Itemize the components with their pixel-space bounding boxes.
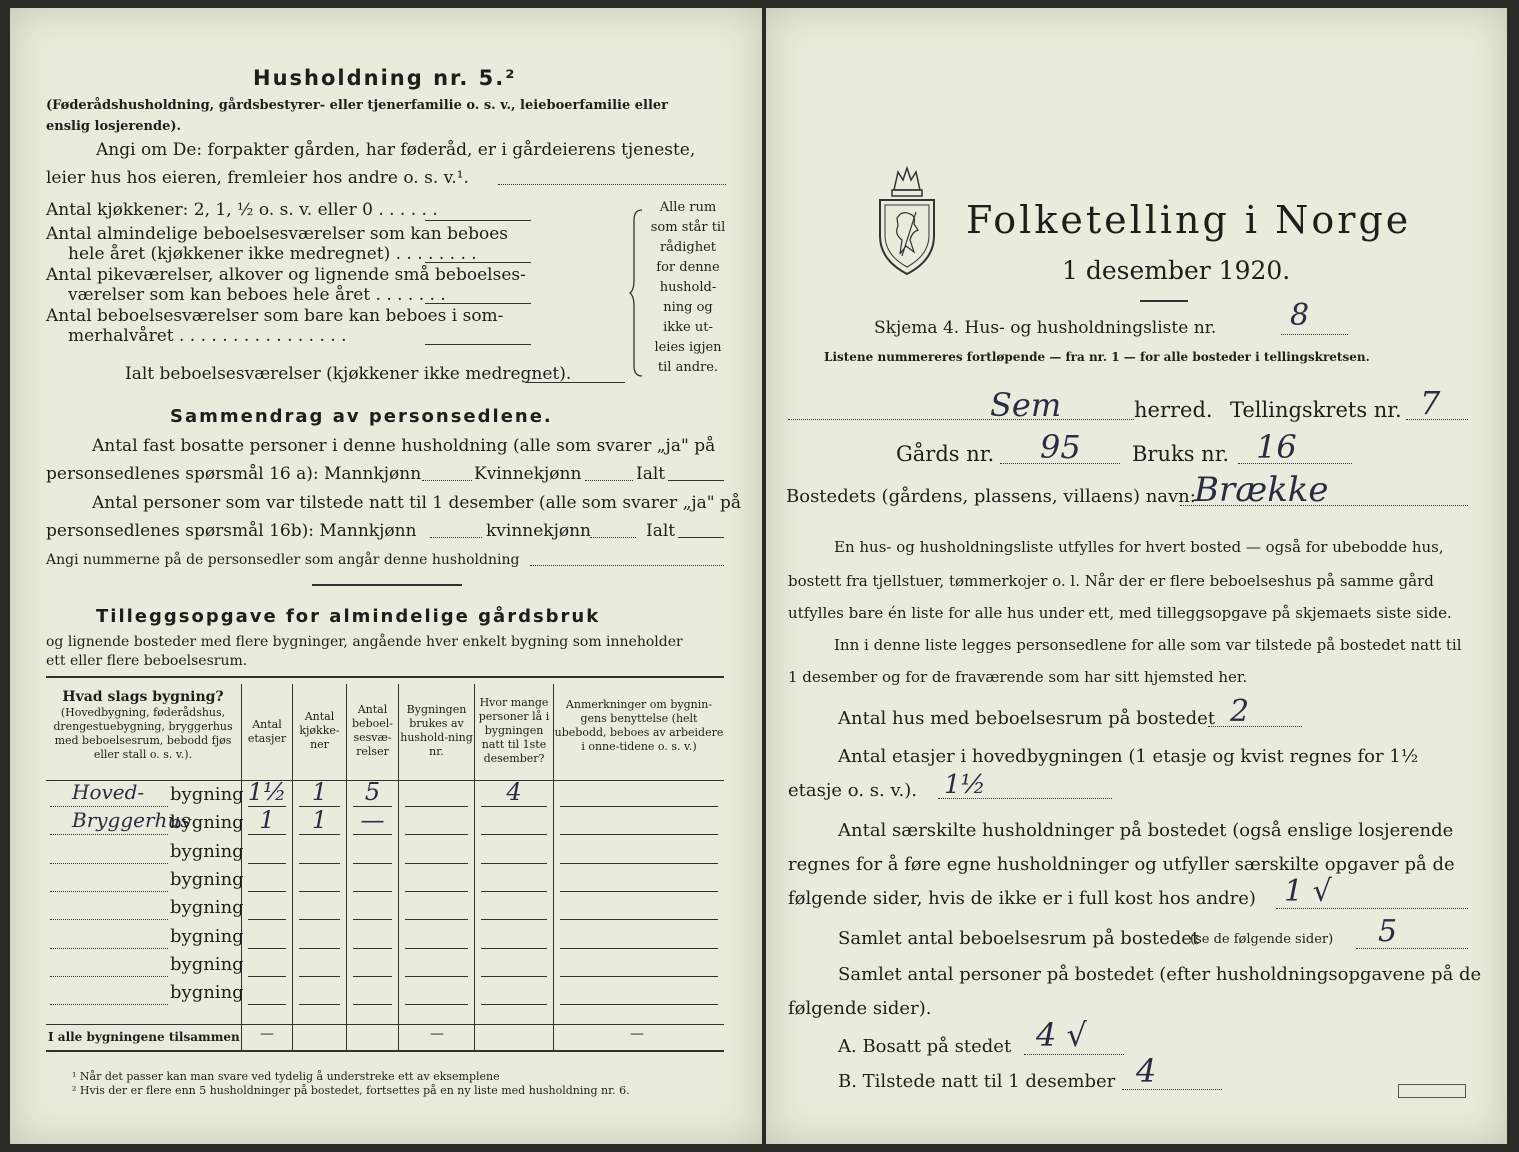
header-floors: Antal etasjer xyxy=(247,718,287,745)
supplement-title: Tilleggsopgave for almindelige gårdsbruk xyxy=(96,606,601,627)
present-label: B. Tilstede natt til 1 desember xyxy=(838,1071,1116,1092)
building-name-line xyxy=(50,806,168,807)
cell-line xyxy=(481,863,547,864)
total-rooms-on-site-value: 5 xyxy=(1378,914,1398,949)
herred-label: herred. xyxy=(1134,398,1213,422)
resident-male-label: personsedlenes spørsmål 16 a): Mannkjønn xyxy=(46,464,422,484)
header-persons: Hvor mange personer lå i bygningen natt til 1ste desember? xyxy=(478,696,550,765)
place-name-value: Brække xyxy=(1194,470,1329,510)
summer-rooms-label: Antal beboelsesværelser som bare kan beboes i som- xyxy=(46,306,504,326)
cell-line xyxy=(299,1004,340,1005)
cell-line xyxy=(248,1004,286,1005)
building-row-label: bygning xyxy=(170,982,244,1004)
houses-label: Antal hus med beboelsesrum på bostedet xyxy=(838,708,1216,729)
cell-line xyxy=(248,976,286,977)
building-name-line xyxy=(50,948,168,949)
maid-rooms-answer-line xyxy=(425,303,531,304)
cell-line xyxy=(353,1004,392,1005)
header-building-type: Hvad slags bygning? (Hovedbygning, føderådshus, drengestuebygning, bryggerhus med beboelsesrum, bebodd fjøs eller stall o. s. v.). xyxy=(53,689,233,761)
district-number: 7 xyxy=(1420,384,1441,422)
cell-rum: 5 xyxy=(364,778,381,806)
info-1-line-3: utfylles bare én liste for alle hus under ett, med tilleggsopgave på skjemaets siste side. xyxy=(788,604,1452,622)
brace-note-line: ikke ut- xyxy=(663,320,713,335)
section-divider xyxy=(312,584,462,586)
cell-line xyxy=(560,976,718,977)
cell-line xyxy=(481,948,547,949)
brace-note-line: som står til xyxy=(650,220,726,235)
building-name-line xyxy=(50,863,168,864)
numbering-note: Listene nummereres fortløpende — fra nr. 1 — for alle bosteder i tellingskretsen. xyxy=(824,350,1370,364)
present-male-label: personsedlenes spørsmål 16b): Mannkjønn xyxy=(46,521,417,541)
building-name-line xyxy=(50,976,168,977)
cell-line xyxy=(560,834,718,835)
supplement-desc-2: ett eller flere beboelsesrum. xyxy=(46,653,248,669)
building-row-label: bygning xyxy=(170,840,244,862)
herred-value: Sem xyxy=(990,386,1062,424)
resident-total-label: Ialt xyxy=(636,464,666,484)
cell-line xyxy=(353,919,392,920)
summary-title: Sammendrag av personsedlene. xyxy=(170,406,553,427)
place-name-label: Bostedets (gårdens, plassens, villaens) navn: xyxy=(786,486,1196,507)
schema-number: 8 xyxy=(1290,298,1310,333)
building-name-line xyxy=(50,919,168,920)
cell-line xyxy=(299,863,340,864)
total-remarks-dash: — xyxy=(630,1026,644,1042)
total-persons-label-2: følgende sider). xyxy=(788,998,932,1019)
farm-no-label: Gårds nr. xyxy=(896,442,995,466)
building-row-label: bygning xyxy=(170,784,244,805)
coat-of-arms-icon xyxy=(872,160,942,280)
cell-line xyxy=(481,1004,547,1005)
cell-line xyxy=(560,891,718,892)
cell-line xyxy=(405,919,468,920)
cell-line xyxy=(299,976,340,977)
household-subtitle: (Føderådshusholdning, gårdsbestyrer- eller tjenerfamilie o. s. v., leieboerfamilie eller xyxy=(46,98,669,113)
supplement-desc-1: og lignende bosteder med flere bygninger, angående hver enkelt bygning som inneholder xyxy=(46,634,683,650)
holding-no-label: Bruks nr. xyxy=(1132,442,1230,466)
cell-line xyxy=(248,919,286,920)
census-date: 1 desember 1920. xyxy=(1062,256,1291,285)
resident-female-line xyxy=(585,480,633,481)
cell-line xyxy=(353,948,392,949)
cell-line xyxy=(560,919,718,920)
footnote-1: ¹ Når det passer kan man svare ved tydelig å understreke ett av eksemplene xyxy=(72,1070,500,1083)
cell-line xyxy=(248,948,286,949)
info-1-line-2: bostett fra tjellstuer, tømmerkojer o. l. Når der er flere beboelseshus på samme gård xyxy=(788,572,1434,590)
cell-line xyxy=(248,834,286,835)
resident-total-line xyxy=(668,480,724,481)
cell-line xyxy=(481,834,547,835)
ordinary-rooms-label: Antal almindelige beboelsesværelser som kan beboes xyxy=(46,224,508,244)
resident-persons-label: Antal fast bosatte personer i denne husholdning (alle som svarer „ja" på xyxy=(92,436,716,456)
census-title: Folketelling i Norge xyxy=(966,198,1412,242)
resident-value: 4 √ xyxy=(1036,1016,1087,1054)
left-page xyxy=(10,8,762,1144)
schema-answer-line xyxy=(1281,334,1348,335)
floors-label: Antal etasjer i hovedbygningen (1 etasje og kvist regnes for 1½ xyxy=(838,746,1419,767)
cell-line xyxy=(481,976,547,977)
building-name-line xyxy=(50,1004,168,1005)
maid-rooms-label: Antal pikeværelser, alkover og lignende små beboelses- xyxy=(46,265,526,285)
brace-note xyxy=(648,198,728,378)
info-2-line-2: 1 desember og for de fraværende som har sitt hjemsted her. xyxy=(788,668,1248,686)
cell-line xyxy=(405,891,468,892)
header-kitchens: Antal kjøkke-ner xyxy=(299,710,340,751)
summer-rooms-answer-line xyxy=(425,344,531,345)
building-row-label: bygning xyxy=(170,812,244,834)
building-row-label: bygning xyxy=(170,868,244,890)
present-total-line xyxy=(678,537,724,538)
title-divider xyxy=(1140,300,1188,302)
floors-label-2: etasje o. s. v.). xyxy=(788,780,917,801)
building-row-label: bygning xyxy=(170,897,244,919)
header-household-no: Bygningen brukes av hushold-ning nr. xyxy=(400,703,473,758)
cell-line xyxy=(353,834,392,835)
total-rooms-label: Ialt beboelsesværelser (kjøkkener ikke medregnet). xyxy=(125,364,572,384)
houses-line xyxy=(1208,726,1302,727)
kitchens-label: Antal kjøkkener: 2, 1, ½ o. s. v. eller 0 . . . . . . xyxy=(46,200,438,220)
cell-line xyxy=(299,891,340,892)
farm-no-value: 95 xyxy=(1040,428,1081,466)
cell-line xyxy=(353,976,392,977)
household-subtitle-2: enslig losjerende). xyxy=(46,119,182,134)
resident-female-label: Kvinnekjønn xyxy=(474,464,582,484)
cell-line xyxy=(560,806,718,807)
person-numbers-line xyxy=(530,565,724,566)
building-row-label: bygning xyxy=(170,953,244,975)
total-floors-dash: — xyxy=(260,1026,274,1042)
present-female-line xyxy=(590,537,636,538)
cell-line xyxy=(353,891,392,892)
cell-line xyxy=(299,834,340,835)
present-female-label: kvinnekjønn xyxy=(486,521,592,541)
brace-note-line: hushold- xyxy=(659,280,717,295)
building-name: Hoved- xyxy=(72,780,145,804)
cell-etasjer: 1 xyxy=(259,806,275,835)
brace-note-line: rådighet xyxy=(659,240,717,255)
households-value: 1 √ xyxy=(1284,874,1332,909)
cell-line xyxy=(560,948,718,949)
household-title: Husholdning nr. 5.² xyxy=(253,66,517,90)
cell-line xyxy=(481,806,547,807)
houses-value: 2 xyxy=(1230,694,1250,729)
present-male-line xyxy=(430,537,482,538)
present-value: 4 xyxy=(1136,1052,1157,1090)
cell-line xyxy=(405,976,468,977)
building-name-line xyxy=(50,891,168,892)
cell-line xyxy=(560,1004,718,1005)
present-persons-label: Antal personer som var tilstede natt til 1 desember (alle som svarer „ja" på xyxy=(92,493,742,513)
total-rooms-answer-line xyxy=(525,382,625,383)
cell-line xyxy=(560,863,718,864)
cell-line xyxy=(248,891,286,892)
brace-note-line: til andre. xyxy=(657,360,719,375)
resident-label: A. Bosatt på stedet xyxy=(838,1036,1012,1057)
cell-rum: — xyxy=(360,806,385,835)
cell-line xyxy=(299,919,340,920)
resident-line xyxy=(1024,1054,1124,1055)
total-rooms-on-site-line xyxy=(1356,948,1468,949)
info-1-line-1: En hus- og husholdningsliste utfylles for hvert bosted — også for ubebodde hus, xyxy=(834,538,1444,556)
ordinary-rooms-label-2: hele året (kjøkkener ikke medregnet) . . . . . . . . xyxy=(68,244,477,264)
households-label-2: regnes for å føre egne husholdninger og utfyller særskilte opgaver på de xyxy=(788,854,1455,875)
cell-kjokken: 1 xyxy=(311,778,328,806)
district-label: Tellingskrets nr. xyxy=(1230,398,1402,422)
resident-male-line xyxy=(422,480,472,481)
cell-line xyxy=(353,863,392,864)
maid-rooms-label-2: værelser som kan beboes hele året . . . . . . . xyxy=(68,285,446,305)
total-persons-label: Samlet antal personer på bostedet (efter husholdningsopgavene på de xyxy=(838,964,1482,985)
cell-line xyxy=(299,948,340,949)
cell-line xyxy=(405,806,468,807)
angi-answer-line xyxy=(498,184,726,185)
summer-rooms-label-2: merhalvåret . . . . . . . . . . . . . . . . xyxy=(68,326,347,346)
floors-value: 1½ xyxy=(944,770,986,800)
cell-line xyxy=(405,863,468,864)
cell-line xyxy=(405,1004,468,1005)
total-rooms-on-site-label: Samlet antal beboelsesrum på bostedet xyxy=(838,928,1200,949)
angi-line-2: leier hus hos eieren, fremleier hos andre o. s. v.¹. xyxy=(46,168,469,188)
cell-line xyxy=(405,948,468,949)
cell-kjokken: 1 xyxy=(311,806,328,835)
brace-note-line: for denne xyxy=(656,260,720,275)
right-page xyxy=(766,8,1507,1144)
holding-no-value: 16 xyxy=(1256,428,1297,466)
brace-note-line: leies igjen xyxy=(654,340,722,355)
present-total-label: Ialt xyxy=(646,521,676,541)
header-remarks: Anmerkninger om bygnin-gens benyttelse (helt ubebodd, beboes av arbeidere i onne-tidene o. s. v.) xyxy=(554,698,724,753)
ordinary-rooms-answer-line xyxy=(425,262,531,263)
cell-personer: 4 xyxy=(506,778,522,806)
brace-note-line: ning og xyxy=(663,300,713,315)
kitchens-answer-line xyxy=(425,220,531,221)
info-2-line-1: Inn i denne liste legges personsedlene for alle som var tilstede på bostedet natt til xyxy=(834,636,1462,654)
cell-line xyxy=(248,863,286,864)
printer-stamp xyxy=(1398,1084,1466,1098)
total-row-label: I alle bygningene tilsammen xyxy=(48,1030,240,1044)
footnote-2: ² Hvis der er flere enn 5 husholdninger på bostedet, fortsettes på en ny liste med husholdning nr. 6. xyxy=(72,1084,630,1097)
herred-line xyxy=(788,419,1134,420)
angi-line-1: Angi om De: forpakter gården, har føderåd, er i gårdeierens tjeneste, xyxy=(96,140,696,160)
total-rooms-on-site-note: (se de følgende sider) xyxy=(1190,932,1334,947)
brace-note-line: Alle rum xyxy=(659,200,717,215)
building-name: Bryggerhus xyxy=(72,808,191,833)
schema-label: Skjema 4. Hus- og husholdningsliste nr. xyxy=(874,318,1217,338)
total-household-dash: — xyxy=(430,1026,444,1042)
person-numbers-label: Angi nummerne på de personsedler som angår denne husholdning xyxy=(46,552,520,568)
header-rooms: Antal beboel-sesvæ-relser xyxy=(352,703,393,758)
building-name-line xyxy=(50,834,168,835)
brace-icon xyxy=(628,208,646,378)
cell-etasjer: 1½ xyxy=(247,778,287,806)
cell-line xyxy=(481,919,547,920)
cell-line xyxy=(481,891,547,892)
cell-line xyxy=(405,834,468,835)
households-label: Antal særskilte husholdninger på bostedet (også enslige losjerende xyxy=(838,820,1454,841)
building-row-label: bygning xyxy=(170,925,244,947)
households-label-3: følgende sider, hvis de ikke er i full kost hos andre) xyxy=(788,888,1256,909)
